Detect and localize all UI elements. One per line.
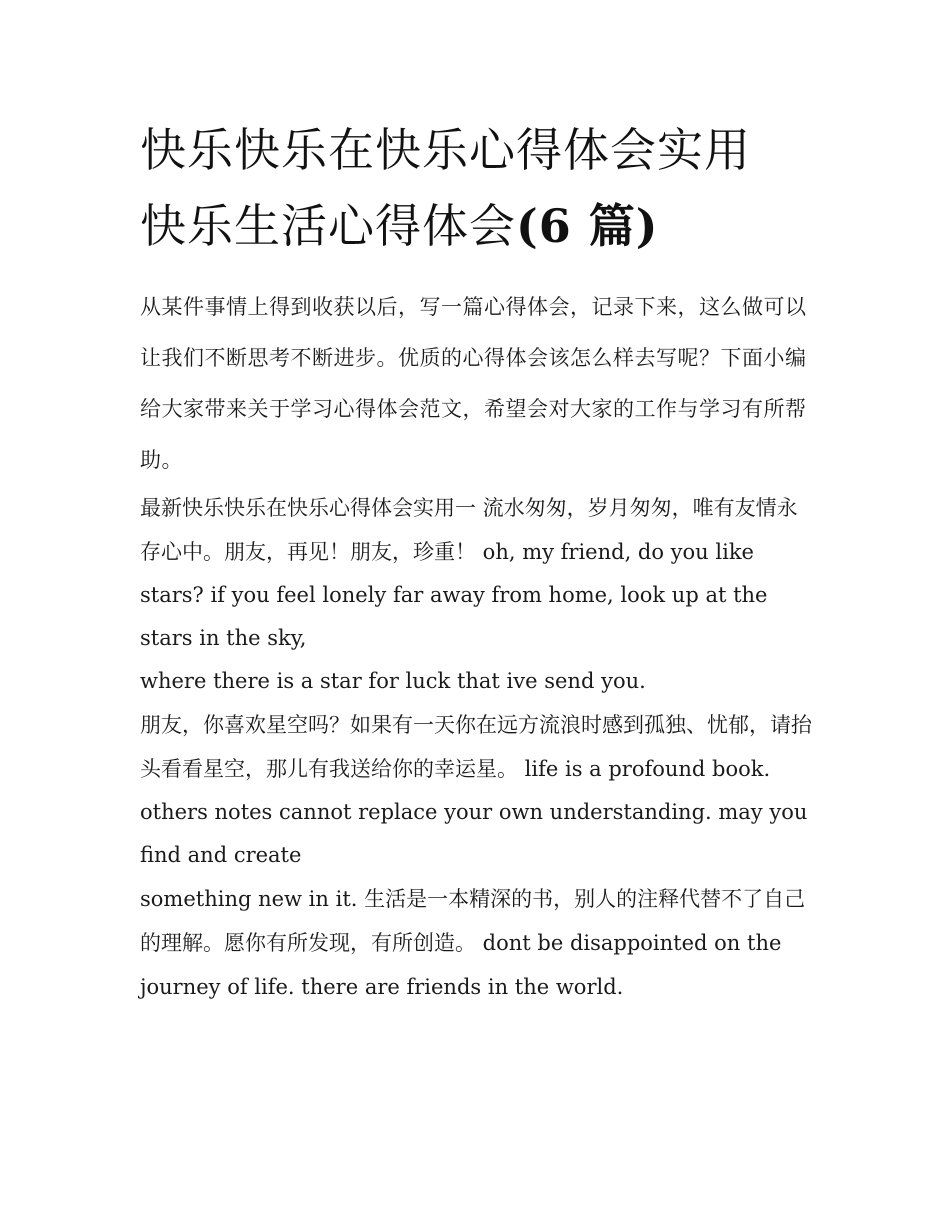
document-title xyxy=(140,112,812,264)
title-count: (6 篇) xyxy=(516,199,659,253)
body-paragraph-6: something new in it. 生活是一本精深的书，别人的注释代替不了自己的理解。愿你有所发现，有所创造。 dont be disappointed on the journey of life. there are friends in the world. xyxy=(140,887,806,999)
intro-paragraph: 从某件事情上得到收获以后，写一篇心得体会，记录下来，这么做可以让我们不断思考不断进步。优质的心得体会该怎么样去写呢？下面小编给大家带来关于学习心得体会范文，希望会对大家的工作与学习有所帮助。 xyxy=(140,295,807,472)
title-line-2: 快乐生活心得体会 xyxy=(140,199,516,253)
body-paragraph-1: 最新快乐快乐在快乐心得体会实用一 流水匆匆，岁月匆匆，唯有友情永存心中。朋友，再见！朋友，珍重！ oh, my friend, do you like xyxy=(140,496,798,564)
title-line-1: 快乐快乐在快乐心得体会实用 xyxy=(140,123,751,177)
body-paragraph-2: stars? if you feel lonely far away from home, look up at the stars in the sky, xyxy=(140,583,768,650)
body-paragraph-5: others notes cannot replace your own understanding. may you find and create xyxy=(140,800,808,867)
body-paragraph-4: 朋友，你喜欢星空吗？如果有一天你在远方流浪时感到孤独、忧郁，请抬头看看星空，那儿有我送给你的幸运星。 life is a profound book. xyxy=(140,713,812,781)
body-paragraph-3: where there is a star for luck that ive send you. xyxy=(140,669,646,693)
document-page xyxy=(140,112,812,1009)
